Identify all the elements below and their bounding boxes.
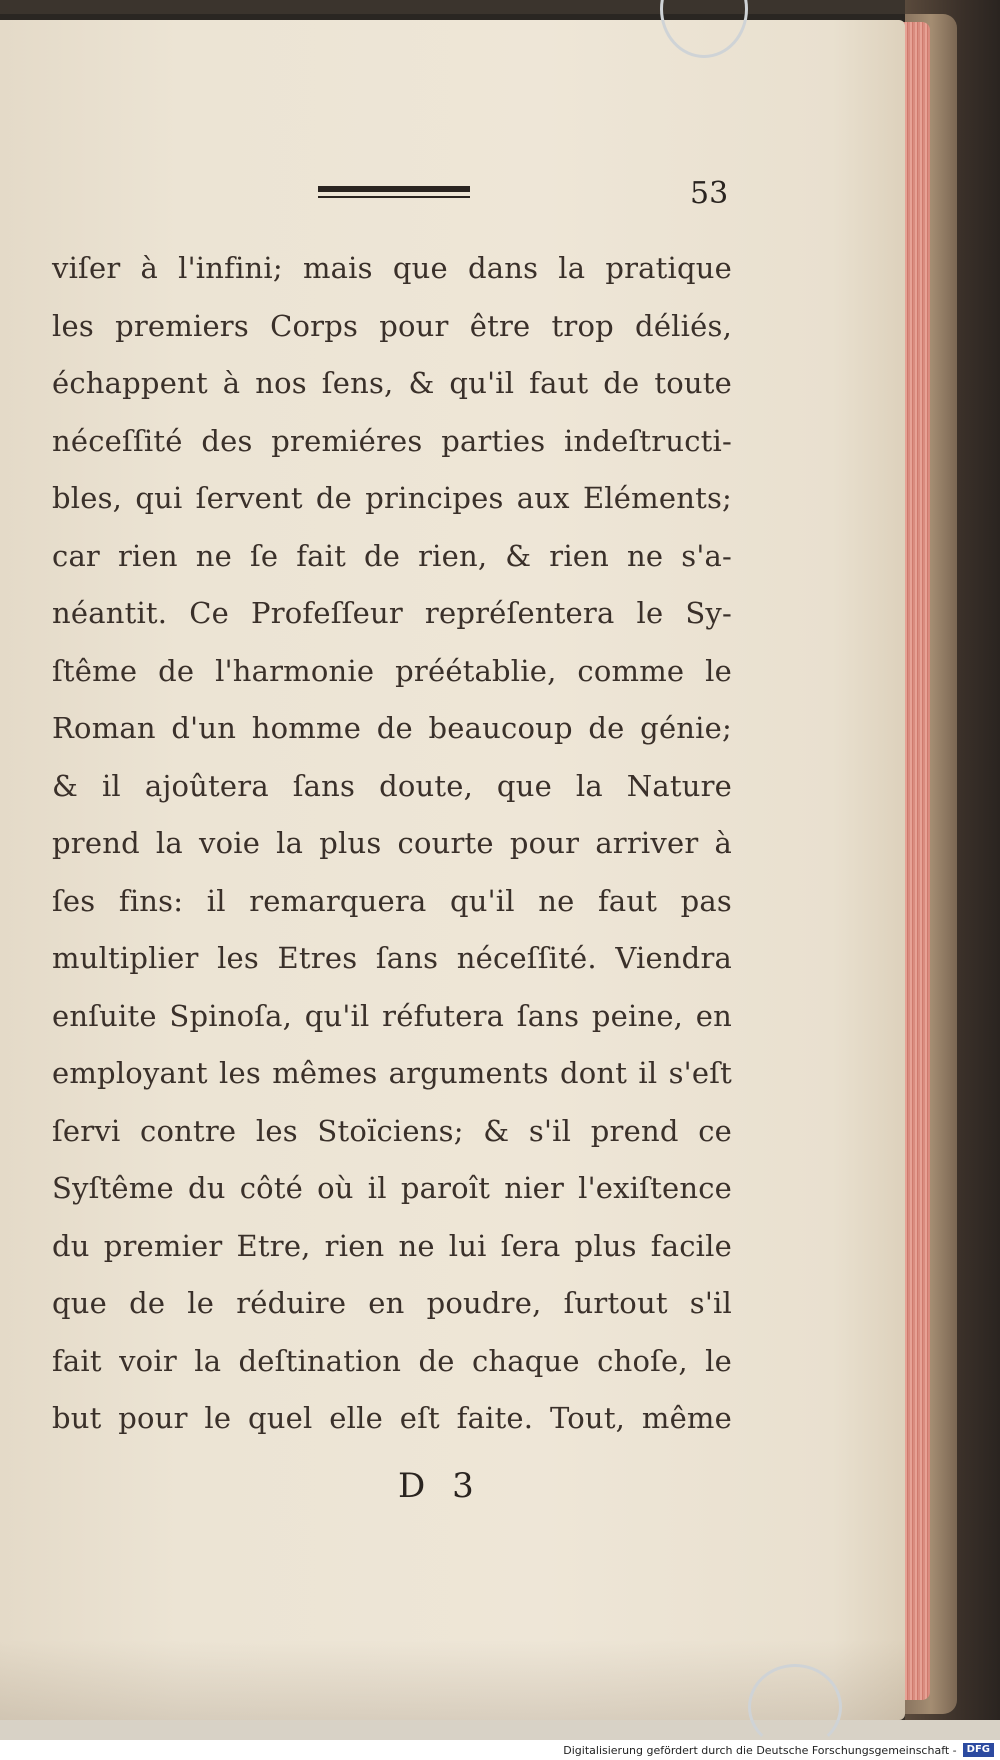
header-rule-thick (318, 186, 470, 192)
signature-mark: D 3 (398, 1466, 482, 1506)
page-number: 53 (690, 176, 729, 211)
text-line: échappent à nos ſens, & qu'il faut de toute (52, 366, 732, 400)
clip-bottom-icon (748, 1664, 842, 1750)
text-line: enſuite Spinoſa, qu'il réfutera ſans peine, en (52, 998, 732, 1033)
text-line: du premier Etre, rien ne lui ſera plus facile (52, 1228, 732, 1263)
text-line: ſervi contre les Stoïciens; & s'il prend ce (52, 1113, 732, 1148)
text-line: ſes fins: il remarquera qu'il ne faut pas (52, 883, 732, 918)
body-text (52, 240, 732, 1448)
scan-background-bottom (0, 1720, 1000, 1740)
text-line: Roman d'un homme de beaucoup de génie; (52, 711, 732, 745)
text-line: multiplier les Etres ſans néceſſité. Viendra (52, 941, 732, 975)
text-line: viſer à l'infini; mais que dans la pratique (52, 251, 732, 285)
text-line: néantit. Ce Profeſſeur repréſentera le Sy- (52, 596, 732, 630)
text-line: employant les mêmes arguments dont il s'eſt (52, 1056, 732, 1090)
text-line: but pour le quel elle eſt faite. Tout, même (52, 1401, 732, 1435)
text-line: fait voir la deſtination de chaque choſe, le (52, 1343, 732, 1378)
scan-background-top (0, 0, 1000, 14)
text-line: les premiers Corps pour être trop déliés, (52, 308, 732, 343)
header-rule (318, 186, 470, 200)
dfg-logo: DFG (963, 1743, 994, 1757)
text-line: & il ajoûtera ſans doute, que la Nature (52, 768, 732, 803)
text-line: que de le réduire en poudre, ſurtout s'il (52, 1286, 732, 1320)
text-line: Syſtême du côté où il paroît nier l'exiſtence (52, 1171, 732, 1205)
digitization-footer (0, 1740, 1000, 1760)
text-line: ſtême de l'harmonie préétablie, comme le (52, 653, 732, 688)
text-line: bles, qui ſervent de principes aux Eléments; (52, 481, 732, 515)
text-line: néceſſité des premiéres parties indeſtructi- (52, 423, 732, 458)
text-line: car rien ne ſe fait de rien, & rien ne s'a- (52, 538, 732, 573)
footer-credit-text: Digitalisierung gefördert durch die Deutsche Forschungsgemeinschaft - (563, 1743, 957, 1757)
header-rule-thin (318, 196, 470, 198)
text-line: prend la voie la plus courte pour arriver à (52, 826, 732, 860)
